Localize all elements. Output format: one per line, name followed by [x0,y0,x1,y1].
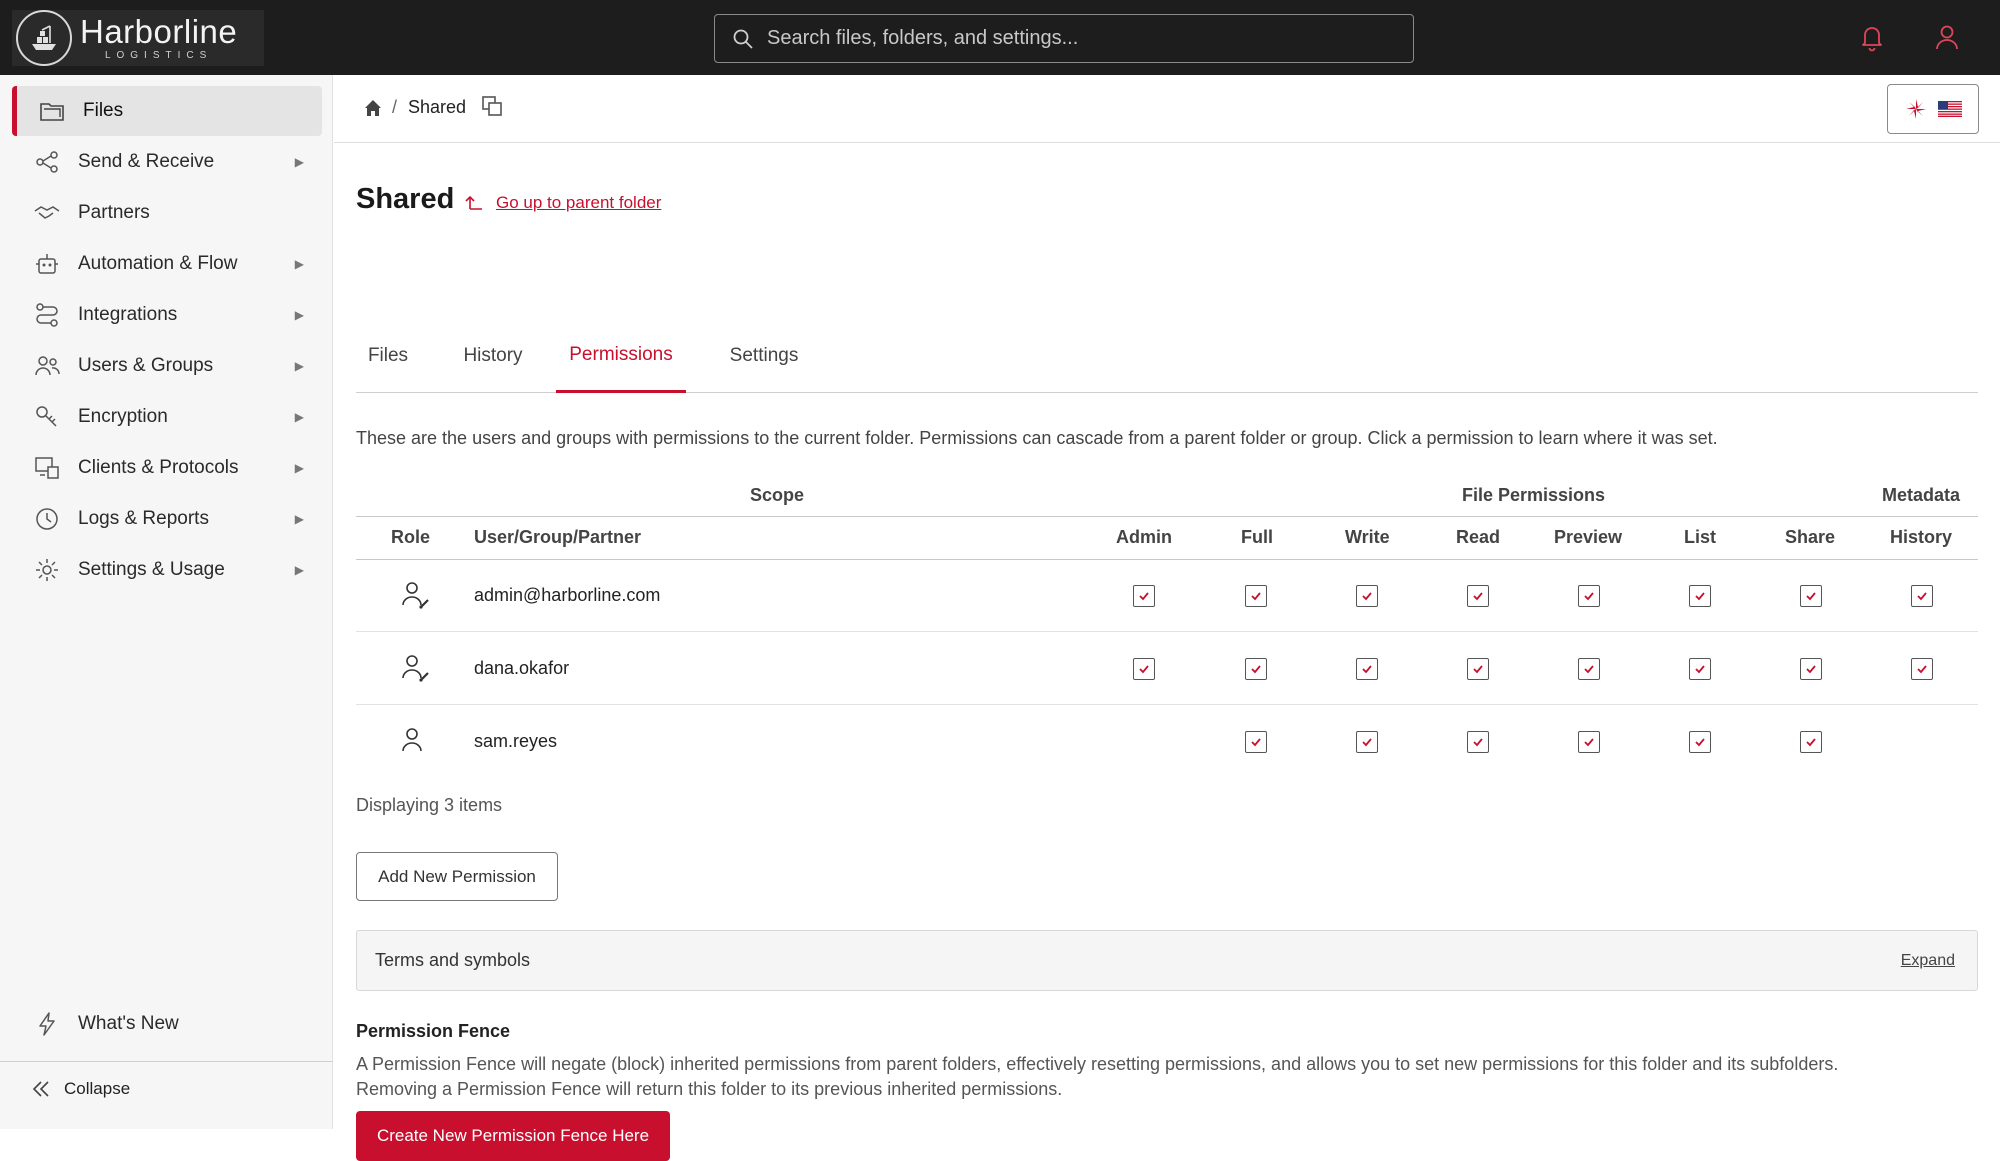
main-content [334,75,2000,1145]
checkmark-icon [1915,662,1929,676]
column-header-role: Role [391,527,431,547]
permissions-description: These are the users and groups with permissions to the current folder. Permissions can cascade from a parent folder or group. Click a permission to learn where it was set. [356,428,1718,448]
checkmark-icon [1249,589,1263,603]
robot-icon [32,249,62,279]
expand-arrow-icon: ▶ [294,257,304,271]
permission-checkbox-history[interactable] [1911,658,1933,680]
admin-user-icon [398,651,432,685]
integration-icon [32,300,62,330]
permission-checkbox-preview[interactable] [1578,585,1600,607]
checkmark-icon [1249,735,1263,749]
sidebar-item-encryption[interactable] [12,392,322,442]
sidebar-item-label: Partners [78,202,150,223]
permission-checkbox-admin[interactable] [1133,658,1155,680]
checkmark-icon [1471,662,1485,676]
user-icon [398,724,432,758]
clients-icon [32,453,62,483]
permission-fence-description [356,1052,1996,1102]
expand-arrow-icon: ▶ [294,461,304,475]
checkmark-icon [1804,662,1818,676]
permission-checkbox-write[interactable] [1356,585,1378,607]
sidebar-item-settings-usage[interactable] [12,545,322,595]
permission-checkbox-preview[interactable] [1578,731,1600,753]
checkmark-icon [1137,662,1151,676]
sidebar-divider [0,1061,333,1062]
breadcrumb-current: Shared [408,97,467,117]
arrow-up-left-icon [464,193,484,213]
home-icon[interactable] [362,97,384,119]
checkmark-icon [1360,735,1374,749]
sidebar-item-whats-new[interactable] [12,999,322,1049]
scope-header: Scope [750,485,805,505]
table-divider [356,559,1978,560]
column-header-admin: Admin [1116,527,1172,547]
double-chevron-left-icon [30,1078,52,1100]
tab-permissions[interactable]: Permissions [556,319,686,393]
checkmark-icon [1582,735,1596,749]
permission-checkbox-read[interactable] [1467,585,1489,607]
terms-expand-link[interactable]: Expand [1900,952,1955,969]
sidebar-item-label: Files [83,100,124,121]
brand-name: Harborline [80,13,238,50]
expand-arrow-icon: ▶ [294,155,304,169]
sidebar-item-send-receive[interactable] [12,137,322,187]
tab-settings[interactable]: Settings [729,345,799,366]
permission-checkbox-list[interactable] [1689,585,1711,607]
collapse-sidebar-button[interactable] [30,1078,130,1100]
column-header-preview: Preview [1554,527,1623,547]
sidebar-item-label: Settings & Usage [78,559,225,580]
permission-checkbox-write[interactable] [1356,658,1378,680]
fence-line-1: A Permission Fence will negate (block) inherited permissions from parent folders, effectively resetting permissions, and allows you to set new permissions for this folder and its subfolders. [356,1054,1839,1074]
sidebar-item-label: Send & Receive [78,151,215,172]
create-permission-fence-button[interactable]: Create New Permission Fence Here [356,1111,670,1161]
sidebar-item-clients-protocols[interactable] [12,443,322,493]
expand-arrow-icon: ▶ [294,308,304,322]
checkmark-icon [1471,735,1485,749]
sidebar [0,75,333,1129]
checkmark-icon [1693,662,1707,676]
us-flag-icon [1938,101,1962,117]
sidebar-item-label: Clients & Protocols [78,457,239,478]
admin-user-icon [398,578,432,612]
column-header-user: User/Group/Partner [474,527,642,547]
checkmark-icon [1360,589,1374,603]
collapse-label: Collapse [64,1079,131,1098]
user-profile-icon[interactable] [1930,20,1964,54]
permission-fence-title: Permission Fence [356,1021,511,1041]
permission-checkbox-list[interactable] [1689,658,1711,680]
permission-user-name: dana.okafor [474,658,570,678]
expand-arrow-icon: ▶ [294,359,304,373]
breadcrumb-separator: / [392,97,398,117]
checkmark-icon [1360,662,1374,676]
checkmark-icon [1137,589,1151,603]
add-new-permission-button[interactable]: Add New Permission [356,852,558,901]
expand-arrow-icon: ▶ [294,563,304,577]
column-header-write: Write [1345,527,1390,547]
checkmark-icon [1582,662,1596,676]
parent-folder-link-text[interactable]: Go up to parent folder [496,193,662,212]
ship-logo-icon [16,10,72,66]
sidebar-item-label: What's New [78,1013,179,1034]
table-divider [356,516,1978,517]
sidebar-item-automation[interactable] [12,239,322,289]
fence-line-2: Removing a Permission Fence will return this folder to its previous inherited permissions. [356,1079,1063,1099]
sidebar-item-logs-reports[interactable] [12,494,322,544]
permission-checkbox-full[interactable] [1245,585,1267,607]
sidebar-item-integrations[interactable] [12,290,322,340]
sidebar-item-label: Users & Groups [78,355,214,376]
copy-icon[interactable] [480,94,504,118]
tab-history[interactable]: History [463,345,523,366]
column-header-read: Read [1456,527,1501,547]
file-permissions-header: File Permissions [1462,485,1606,505]
parent-folder-link[interactable] [464,193,661,213]
search-input[interactable] [767,27,1387,50]
column-header-list: List [1684,527,1717,547]
permission-checkbox-share[interactable] [1800,658,1822,680]
checkmark-icon [1693,735,1707,749]
permission-user-name: sam.reyes [474,731,558,751]
brand-flower-icon [1904,97,1928,121]
handshake-icon [32,198,62,228]
folder-icon [37,96,67,126]
permission-user-name: admin@harborline.com [474,585,661,605]
sidebar-item-label: Automation & Flow [78,253,238,274]
checkmark-icon [1804,735,1818,749]
top-bar [0,0,2000,75]
permission-checkbox-write[interactable] [1356,731,1378,753]
metadata-header: Metadata [1882,485,1961,505]
checkmark-icon [1693,589,1707,603]
search-icon [731,27,755,51]
permission-checkbox-share[interactable] [1800,585,1822,607]
column-header-history: History [1890,527,1953,547]
clock-icon [32,504,62,534]
checkmark-icon [1582,589,1596,603]
sidebar-item-label: Encryption [78,406,168,427]
sidebar-item-label: Integrations [78,304,178,325]
global-search[interactable] [714,14,1414,63]
permission-checkbox-history[interactable] [1911,585,1933,607]
lightning-icon [32,1009,62,1039]
sidebar-item-partners[interactable] [12,188,322,238]
row-divider [356,704,1978,705]
items-count: Displaying 3 items [356,795,503,815]
permission-checkbox-read[interactable] [1467,658,1489,680]
share-nodes-icon [32,147,62,177]
permission-checkbox-share[interactable] [1800,731,1822,753]
sidebar-item-files[interactable] [12,86,322,136]
sidebar-item-users-groups[interactable] [12,341,322,391]
language-selector-button[interactable] [1887,84,1979,134]
key-icon [32,402,62,432]
tab-bar [356,319,1978,393]
notifications-bell-icon[interactable] [1855,20,1889,54]
permission-checkbox-read[interactable] [1467,731,1489,753]
checkmark-icon [1249,662,1263,676]
breadcrumb [334,75,2000,143]
terms-panel [356,930,1978,991]
sidebar-item-label: Logs & Reports [78,508,209,529]
row-divider [356,631,1978,632]
checkmark-icon [1915,589,1929,603]
checkmark-icon [1804,589,1818,603]
permission-checkbox-full[interactable] [1245,658,1267,680]
expand-arrow-icon: ▶ [294,512,304,526]
column-header-share: Share [1785,527,1836,547]
users-icon [32,351,62,381]
expand-arrow-icon: ▶ [294,410,304,424]
terms-title: Terms and symbols [375,950,531,970]
page-title: Shared [356,183,455,215]
brand-sub: LOGISTICS [104,50,213,61]
tab-files[interactable]: Files [367,345,409,366]
checkmark-icon [1471,589,1485,603]
permission-checkbox-list[interactable] [1689,731,1711,753]
column-header-full: Full [1241,527,1273,547]
gear-icon [32,555,62,585]
brand-logo[interactable] [12,10,264,66]
permission-checkbox-full[interactable] [1245,731,1267,753]
permission-checkbox-admin[interactable] [1133,585,1155,607]
permission-checkbox-preview[interactable] [1578,658,1600,680]
